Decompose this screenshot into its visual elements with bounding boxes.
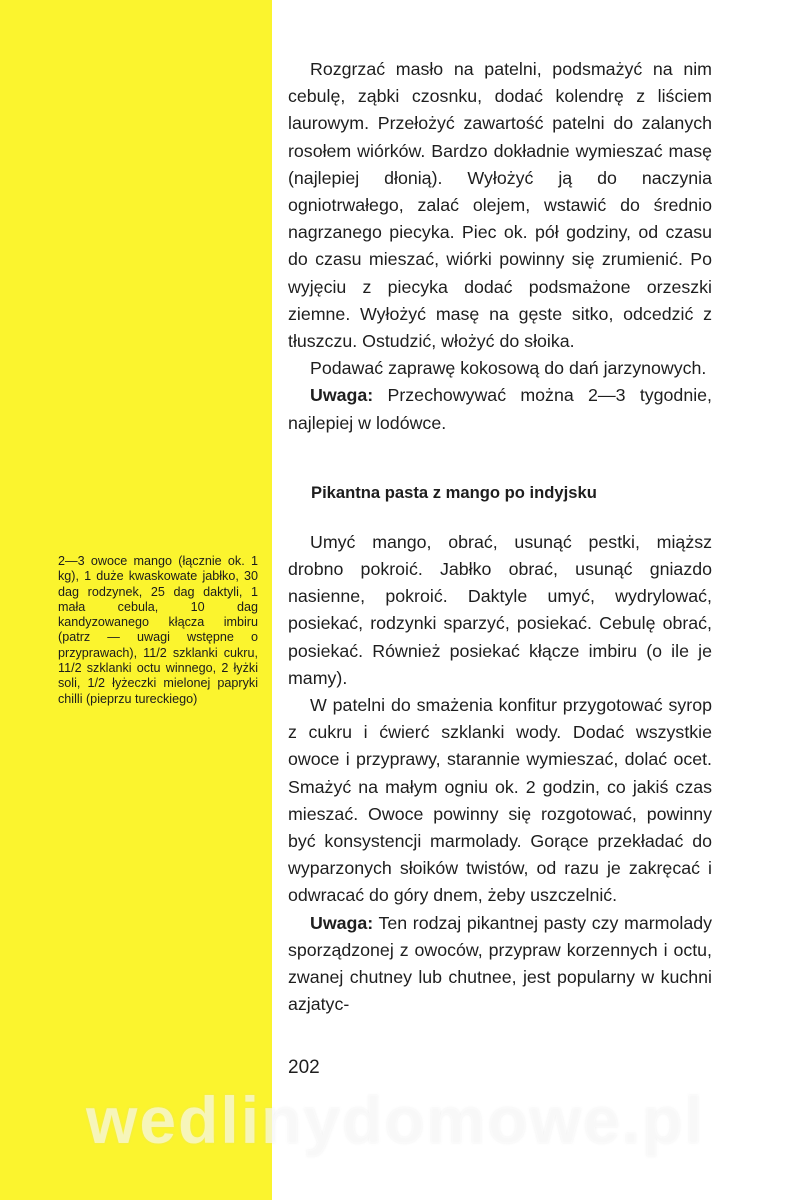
recipe-title: Pikantna pasta z mango po indyjsku: [311, 482, 597, 502]
recipe-paragraph: W patelni do smażenia konfitur przygotować syrop z cukru i ćwierć szklanki wody. Dodać wszystkie owoce i przyprawy, starannie wymieszać, dolać ocet. Smażyć na małym ogniu ok. 2 godzin, co jakiś czas mieszać. Owoce powinny się rozgotować, powinny być konsystencji marmolady. Gorące przekładać do wyparzonych słoików twistów, od razu je zakręcać i odwracać do góry dnem, żeby uszczelnić.: [288, 695, 712, 906]
note-text: Przechowywać można 2—3 tygodnie, najlepiej w lodówce.: [288, 385, 712, 433]
watermark: wedlinydomowe.pl: [86, 1083, 705, 1157]
intro-paragraph: Podawać zaprawę kokosową do dań jarzynowych.: [310, 358, 707, 379]
intro-note: [288, 382, 712, 436]
note-label: Uwaga:: [310, 385, 374, 406]
intro-paragraph: Rozgrzać masło na patelni, podsmażyć na nim cebulę, ząbki czosnku, dodać kolendrę z liściem laurowym. Przełożyć zawartość patelni do zalanych rosołem wiórków. Bardzo dokładnie wymieszać masę (najlepiej dłonią). Wyłożyć ją do naczynia ogniotrwałego, zalać olejem, wstawić do średnio nagrzanego piecyka. Piec ok. pół godziny, od czasu do czasu mieszać, wiórki powinny się zrumienić. Po wyjęciu z piecyka dodać podsmażone orzeszki ziemne. Wyłożyć masę na gęste sitko, odcedzić z tłuszczu. Ostudzić, włożyć do słoika.: [288, 59, 712, 352]
recipe-paragraph: Umyć mango, obrać, usunąć pestki, miąższ drobno pokroić. Jabłko obrać, usunąć gniazdo nasienne, pokroić. Daktyle umyć, wydrylować, posiekać, rodzynki sparzyć, posiekać. Cebulę obrać, posiekać. Również posiekać kłącze imbiru (o ile je mamy).: [288, 531, 712, 688]
recipe-note: [288, 910, 712, 1019]
note-text: Ten rodzaj pikantnej pasty czy marmolady sporządzonej z owoców, przypraw korzennych i octu, zwanej chutney lub chutnee, jest popularny w kuchni azjatyc-: [288, 912, 712, 1015]
note-label: Uwaga:: [310, 912, 374, 933]
page-number: 202: [288, 1057, 320, 1078]
main-text-column: [288, 56, 712, 1019]
ingredients-list: 2—3 owoce mango (łącznie ok. 1 kg), 1 duże kwaskowate jabłko, 30 dag rodzynek, 25 dag daktyli, 1 mała cebula, 10 dag kandyzowanego kłącza imbiru (patrz — uwagi wstępne o przyprawach), 11/2 szklanki cukru, 11/2 szklanki octu winnego, 2 łyżki soli, 1/2 łyżeczki mielonej papryki chilli (pieprzu tureckiego): [58, 554, 258, 706]
